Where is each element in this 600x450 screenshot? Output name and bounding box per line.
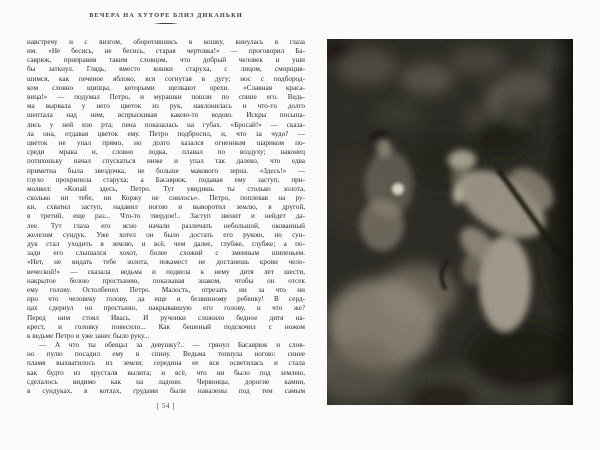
text-line: приметна была звездочка, не больше макового зерна. «Здесь!» — (27, 166, 305, 175)
text-line: железом сундук. Уже хотел он было достать его рукою, но сун- (27, 230, 305, 239)
text-line: цах сдернул он простыню, накрывавшую его голову, и что же? (27, 304, 305, 313)
text-line: ком словно щипцы, которыми щелкают орехи. «Славная краса- (27, 83, 305, 92)
text-line: сделалось видимо как на ладони. Червонцы, дорогие камни, (27, 377, 305, 386)
text-line: про что человеку голову, да еще и безвинному ребенку! В серд- (27, 295, 305, 304)
text-line: сколько ни тебе, ни Коржу не снилось». Петро, поплевав на ру- (27, 194, 305, 203)
running-header: ВЕЧЕРА НА ХУТОРЕ БЛИЗ ДИКАНЬКИ (89, 12, 243, 19)
text-line: накрытое белою простынею, показывая знаком, чтобы он отсек (27, 276, 305, 285)
text-line: «Нет, не видать тебе золота, покамест не достанешь крови чело- (27, 258, 305, 267)
text-line: Перед ним стоял Ивась. И ручонки сложило бедное дитя на- (27, 313, 305, 322)
text-line: к ведьме Петро и уже занес было руку... (27, 331, 150, 340)
text-line: навстречу и с визгом, оборотившись в кошку, кинулась в глаза (27, 37, 305, 46)
text-line: им. «Не бесись, не бесись, старая чертовка!» — проговорил Ба- (27, 47, 305, 56)
text-line: среди мрака и, словно лодка, плавал по воздуху; наконец (27, 148, 305, 157)
text-line: как будто из хрусталя вылита; и всё, что ни было под землею, (27, 368, 305, 377)
text-line: глухо прохрипела старуха; а Басаврюк, подавая ему заступ, при- (27, 175, 305, 184)
text-line: вица!» — подумал Петро, и мурашки пошли по спине его. Ведь- (27, 93, 305, 102)
etching-illustration (327, 39, 573, 405)
text-line: шимся, как печеное яблоко, вся согнутая в дугу; нос с подбород- (27, 74, 305, 83)
text-line: пламя выхватилось из земли; середина ее вся осветилась и стала (27, 359, 305, 368)
text-line: крест, и головку повесило... Как бешеный подскочил с ножом (27, 322, 305, 331)
text-line: — А что ты обещал за девушку?.. — грянул Басаврюк и слов- (39, 341, 305, 350)
text-line: ла она, отдавая цветок ему. Петро подбросил, и, что за чудо? — (27, 129, 305, 138)
text-line: зади его слышался хохот, более схожий с змеиным шипеньем. (27, 249, 305, 258)
text-line: бы заткнул. Глядь, вместо кошки старуха, с лицом, сморщив- (27, 65, 305, 74)
page-number: [ 54 ] (156, 402, 176, 410)
grain-overlay-2 (327, 39, 573, 405)
text-line: веческой!» — сказала ведьма и подвела к нему дитя лет шести, (27, 267, 305, 276)
text-line: в третий, еще раз... Что-то твердое!.. Заступ звенит и нейдет да- (27, 212, 305, 221)
text-line: лись у ней изо рта; пена показалась на губах. «Бросай!» — сказа- (27, 120, 305, 129)
text-line: молвил: «Копай здесь, Петро. Тут увидишь ты столько золота, (27, 184, 305, 193)
text-line: дук стал уходить в землю, и всё, чем далее, глубже, глубже; а по- (27, 240, 305, 249)
text-line: цветок не упал прямо, но долго казался огненным шариком по- (27, 138, 305, 147)
text-line: ма вырвала у него цветок из рук, наклонилась и что-то долго (27, 102, 305, 111)
text-line: лее. Тут глаза его ясно начали различать небольшой, окованный (27, 221, 305, 230)
text-line: саврюк, приправив таким словцом, что добрый человек и уши (27, 56, 305, 65)
left-page (27, 12, 305, 410)
text-block (27, 38, 305, 398)
header-flourish (153, 23, 179, 24)
text-line: ему голову. Остолбенел Петро. Малость, отрезать ни за что ни (27, 285, 305, 294)
text-line: потихоньку начал спускаться ниже и упал так далеко, что едва (27, 157, 305, 166)
text-line: но пулю посадил ему в спину. Ведьма топнула ногою: синее (27, 350, 305, 359)
text-line: в сундуках, в котлах, грудами были навалены под тем самым (27, 387, 305, 396)
text-line: шептала над ним, вспрыскивая какою-то водою. Искры посыпа- (27, 111, 305, 120)
text-line: ки, схватил заступ, надавил ногою и выворотил землю, в другой, (27, 203, 305, 212)
